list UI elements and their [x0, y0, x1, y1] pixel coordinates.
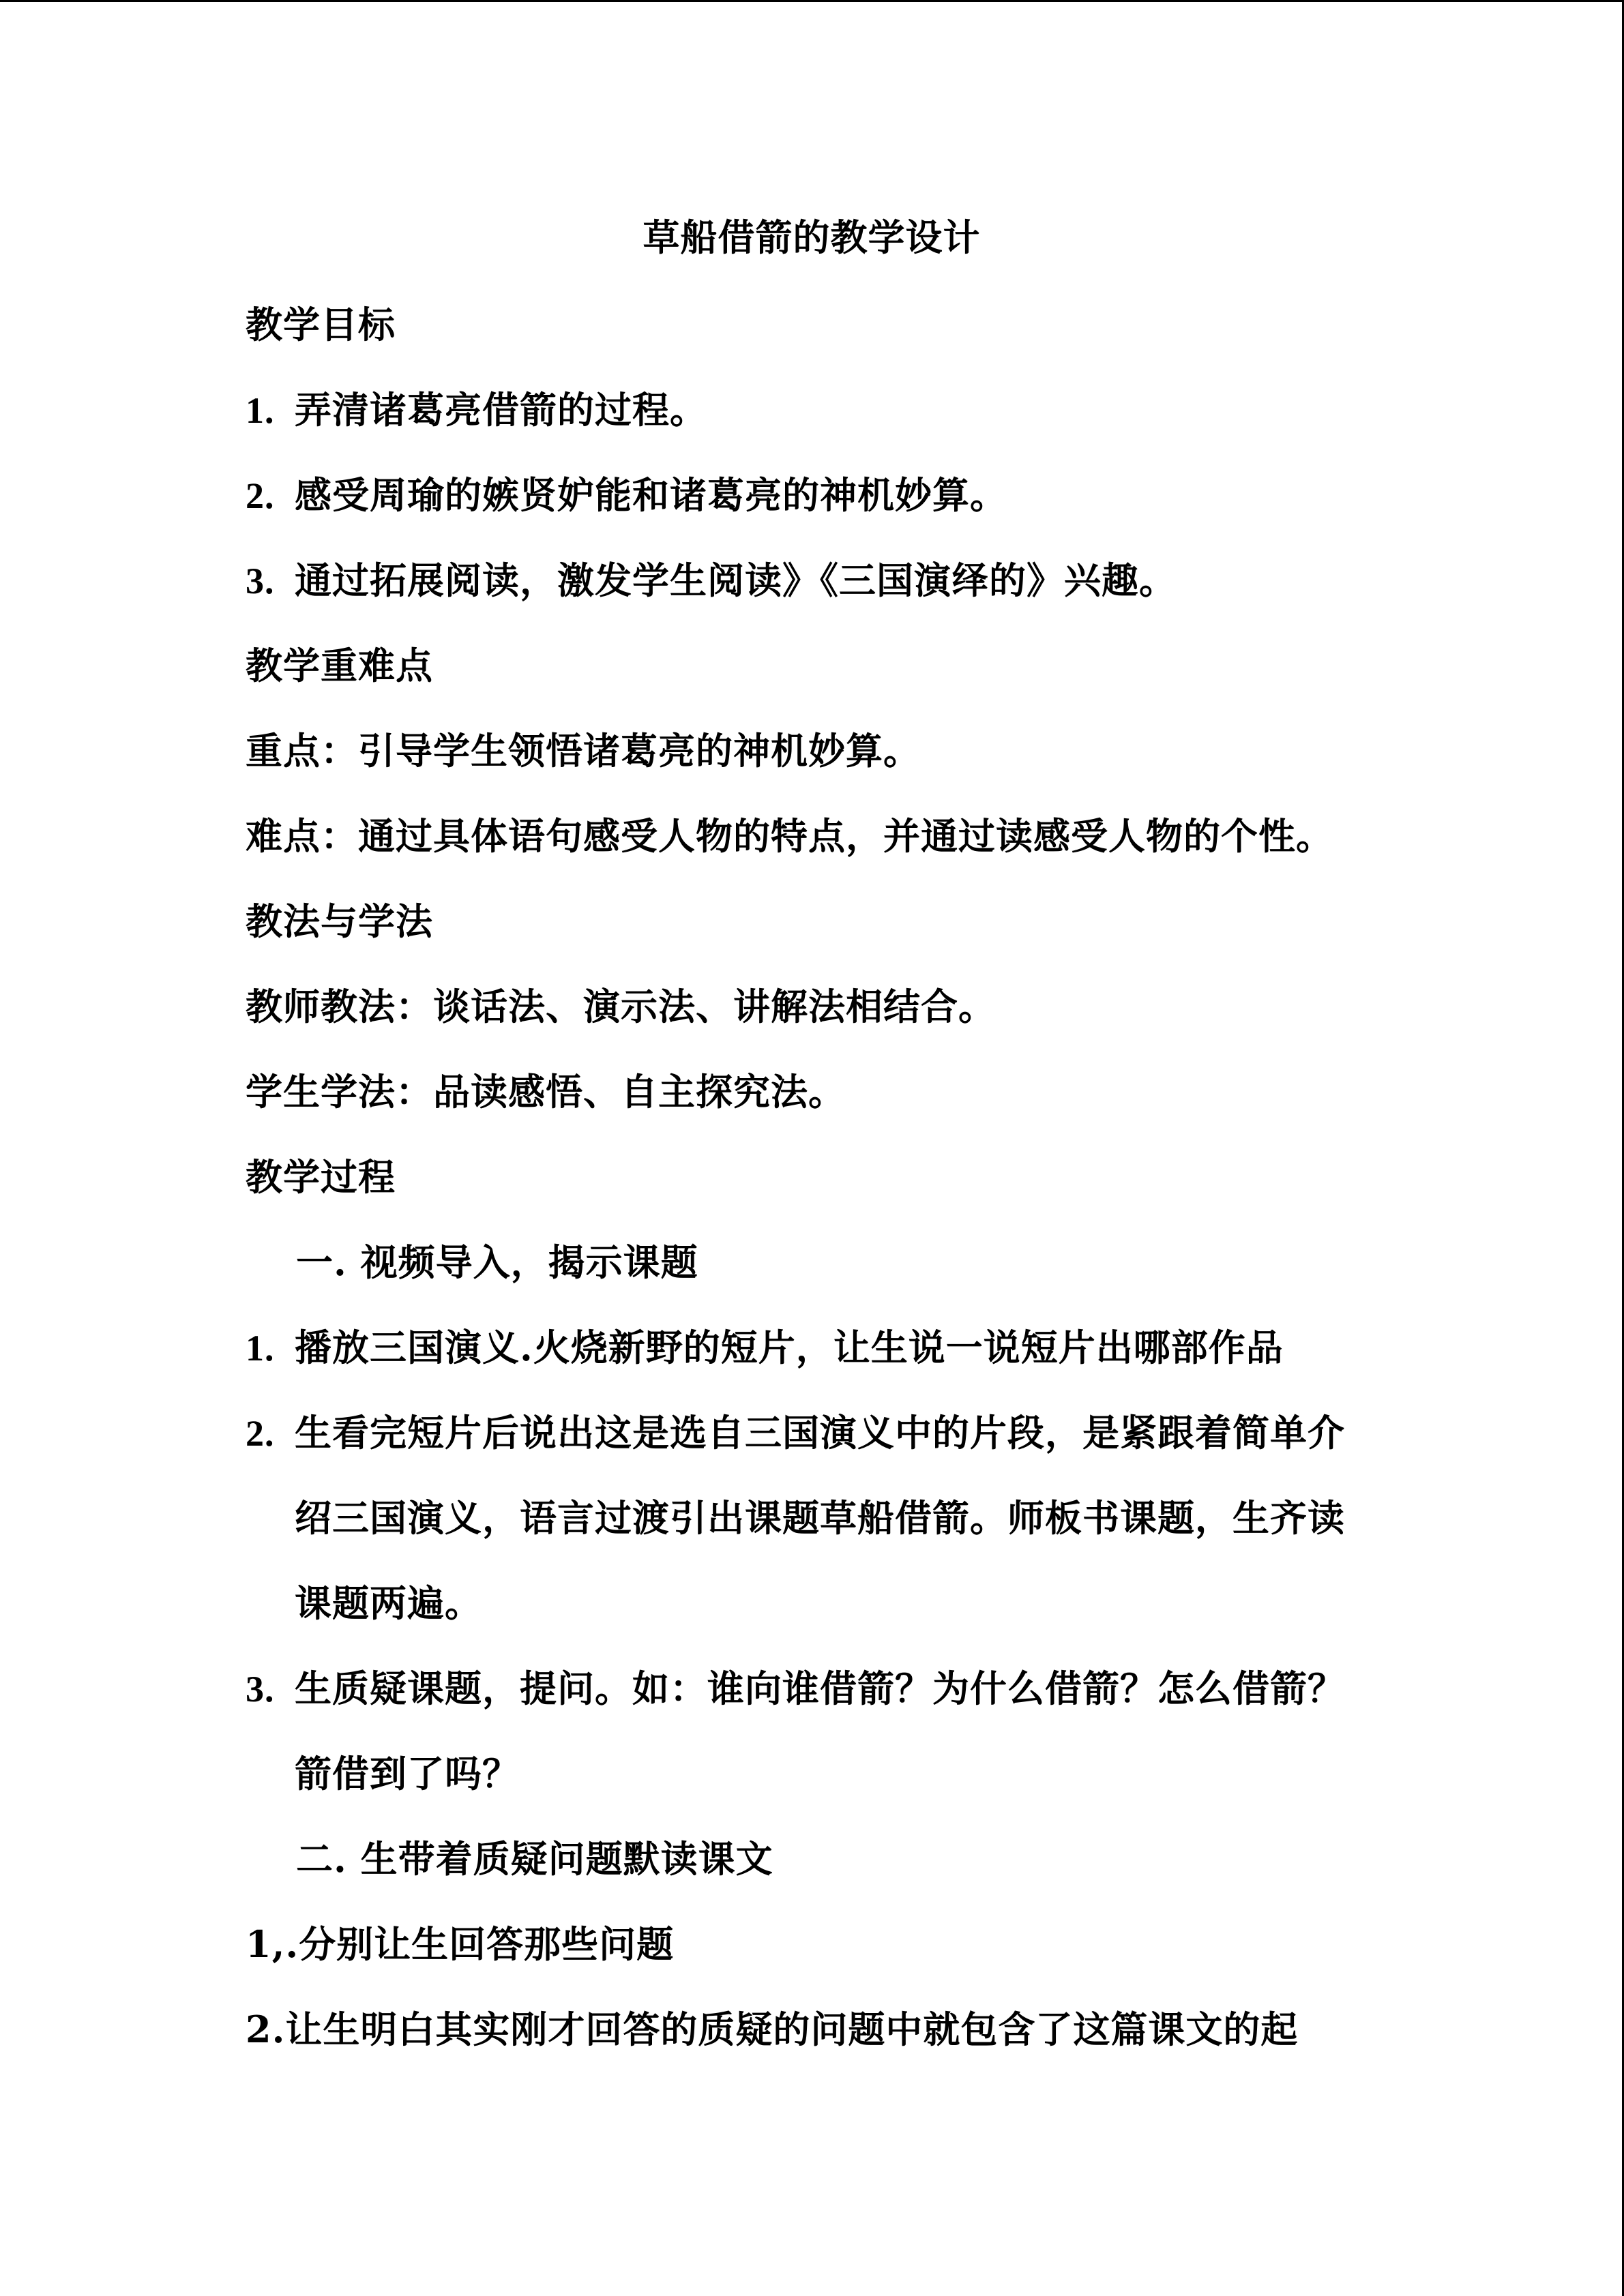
item-text: 分别让生回答那些问题 — [299, 1922, 675, 1966]
item-number: 3. — [246, 561, 275, 601]
item-number: 1. — [246, 1328, 275, 1369]
step2-item — [246, 1917, 674, 1971]
item-text: 弄清诸葛亮借箭的过程。 — [295, 388, 707, 432]
item-text: 播放三国演义.火烧新野的短片，让生说一说短片出哪部作品 — [295, 1326, 1284, 1369]
section-heading-methods: 教法与学法 — [246, 899, 433, 943]
item-number: 1. — [246, 390, 275, 431]
item-number: 2. — [246, 2008, 286, 2051]
section-heading-process: 教学过程 — [246, 1155, 396, 1199]
keypoint-text: 重点：引导学生领悟诸葛亮的神机妙算。 — [246, 729, 921, 773]
item-number: 3. — [246, 1669, 275, 1710]
item-text: 通过拓展阅读，激发学生阅读》《三国演绎的》兴趣。 — [295, 558, 1177, 602]
teacher-method-text: 教师教法：谈话法、演示法、讲解法相结合。 — [246, 985, 996, 1028]
item-continuation: 箭借到了吗？ — [295, 1752, 520, 1795]
item-continuation: 绍三国演义，语言过渡引出课题草船借箭。师板书课题，生齐读 — [295, 1496, 1345, 1540]
item-text: 生看完短片后说出这是选自三国演义中的片段，是紧跟着简单介 — [295, 1411, 1345, 1455]
item-number: 2. — [246, 1413, 275, 1454]
step1-item — [246, 1661, 1345, 1716]
document-title: 草船借箭的教学设计 — [643, 215, 981, 259]
step1-item — [246, 1320, 1284, 1375]
item-continuation: 课题两遍。 — [295, 1581, 482, 1625]
difficulty-text: 难点：通过具体语句感受人物的特点，并通过读感受人物的个性。 — [246, 814, 1333, 858]
item-text: 感受周瑜的嫉贤妒能和诸葛亮的神机妙算。 — [295, 473, 1007, 517]
step2-heading: 二. 生带着质疑问题默读课文 — [296, 1837, 773, 1881]
step1-item — [246, 1405, 1345, 1461]
step2-item — [246, 2002, 1298, 2057]
objective-item — [246, 553, 1177, 608]
step1-heading: 一. 视频导入，揭示课题 — [296, 1240, 698, 1284]
objective-item — [246, 468, 1007, 523]
section-heading-keypoints: 教学重难点 — [246, 644, 433, 687]
item-number: 2. — [246, 475, 275, 516]
item-number: 1,. — [246, 1922, 299, 1966]
objective-item — [246, 383, 707, 438]
item-text: 让生明白其实刚才回答的质疑的问题中就包含了这篇课文的起 — [285, 2008, 1299, 2051]
student-method-text: 学生学法：品读感悟、自主探究法。 — [246, 1070, 846, 1114]
section-heading-objectives: 教学目标 — [246, 303, 396, 346]
item-text: 生质疑课题，提问。如：谁向谁借箭？为什么借箭？怎么借箭？ — [295, 1667, 1345, 1710]
